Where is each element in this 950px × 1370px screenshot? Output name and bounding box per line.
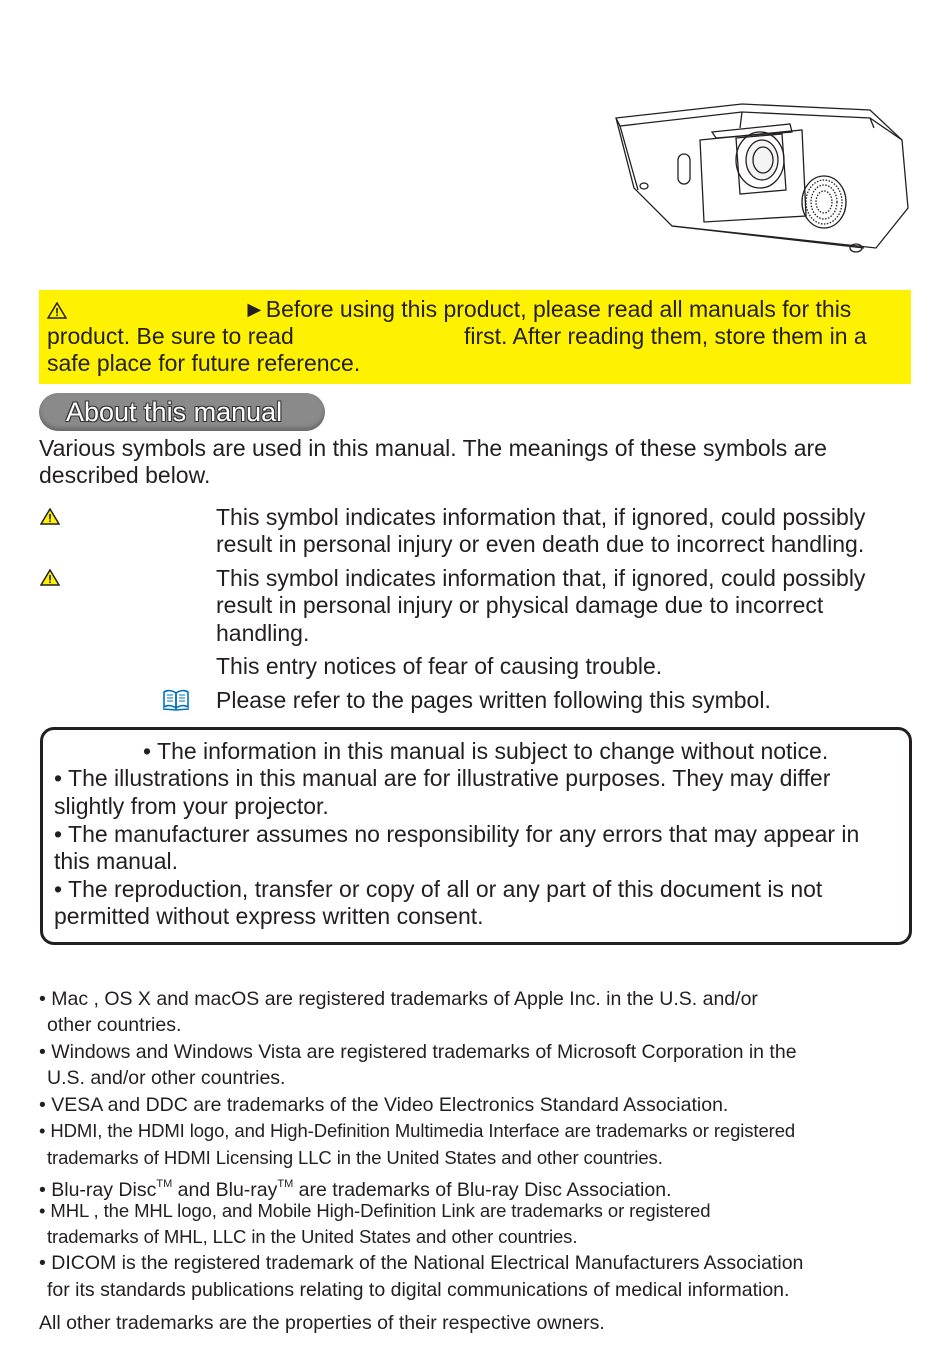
projector-illustration (612, 98, 912, 260)
notice-line-1: • The information in this manual is subject to change without notice. (143, 738, 829, 764)
trademark-dicom: • DICOM is the registered trademark of the National Electrical Manufacturers Association (39, 1252, 804, 1274)
trademark-apple-cont: other countries. (47, 1014, 182, 1036)
banner-line-2b: first. After reading them, store them in a (464, 323, 867, 349)
trademark-mhl: • MHL , the MHL logo, and Mobile High-Definition Link are trademarks or registered (39, 1200, 711, 1221)
symbol-2-line-1: This symbol indicates information that, if ignored, could possibly (216, 565, 866, 591)
trademark-dicom-cont: for its standards publications relating to digital communications of medical information. (47, 1279, 790, 1301)
banner-line-2a: product. Be sure to read (47, 323, 294, 349)
section-title: About this manual (66, 397, 283, 427)
warning-banner (39, 290, 911, 384)
notice-line-6: • The reproduction, transfer or copy of all or any part of this document is not (54, 876, 823, 902)
trademark-hdmi: • HDMI, the HDMI logo, and High-Definition Multimedia Interface are trademarks or registered (39, 1120, 796, 1141)
trademark-mhl-cont: trademarks of MHL, LLC in the United States and other countries. (47, 1226, 578, 1247)
tm-mark: TM (277, 1178, 294, 1190)
notice-line-3: slightly from your projector. (54, 793, 329, 819)
warning-triangle-icon (40, 508, 60, 525)
bluray-text-2: and Blu-ray (172, 1179, 278, 1201)
trademark-vesa: • VESA and DDC are trademarks of the Video Electronics Standard Association. (39, 1094, 729, 1116)
tm-mark: TM (156, 1178, 173, 1190)
warning-triangle-icon (47, 302, 67, 319)
notice-line-4: • The manufacturer assumes no responsibility for any errors that may appear in (54, 821, 860, 847)
notice-box (40, 727, 912, 945)
bluray-text-1: • Blu-ray Disc (39, 1179, 157, 1201)
symbol-2-line-2: result in personal injury or physical damage due to incorrect (216, 592, 824, 618)
trademark-footer: All other trademarks are the properties of their respective owners. (39, 1312, 605, 1334)
notice-line-2: • The illustrations in this manual are for illustrative purposes. They may differ (54, 765, 831, 791)
banner-line-1: ►Before using this product, please read all manuals for this (243, 296, 852, 322)
intro-line-1: Various symbols are used in this manual. The meanings of these symbols are (39, 435, 827, 461)
book-reference-icon (162, 689, 190, 711)
caution-triangle-icon (40, 569, 60, 586)
trademark-apple: • Mac , OS X and macOS are registered trademarks of Apple Inc. in the U.S. and/or (39, 988, 758, 1010)
symbol-2-line-3: handling. (216, 620, 310, 646)
section-title-pill (39, 393, 325, 431)
symbol-1-line-1: This symbol indicates information that, if ignored, could possibly (216, 504, 866, 530)
banner-line-3: safe place for future reference. (47, 350, 361, 376)
symbol-3-line-1: This entry notices of fear of causing trouble. (216, 653, 663, 679)
bluray-text-3: are trademarks of Blu-ray Disc Association. (293, 1179, 672, 1201)
symbol-4-line-1: Please refer to the pages written following this symbol. (216, 687, 771, 713)
intro-line-2: described below. (39, 462, 211, 488)
trademark-microsoft-cont: U.S. and/or other countries. (47, 1067, 286, 1089)
symbol-1-line-2: result in personal injury or even death due to incorrect handling. (216, 531, 865, 557)
notice-line-7: permitted without express written consent. (54, 903, 484, 929)
trademark-hdmi-cont: trademarks of HDMI Licensing LLC in the United States and other countries. (47, 1147, 663, 1168)
notice-line-5: this manual. (54, 848, 179, 874)
trademark-microsoft: • Windows and Windows Vista are registered trademarks of Microsoft Corporation in the (39, 1041, 797, 1063)
